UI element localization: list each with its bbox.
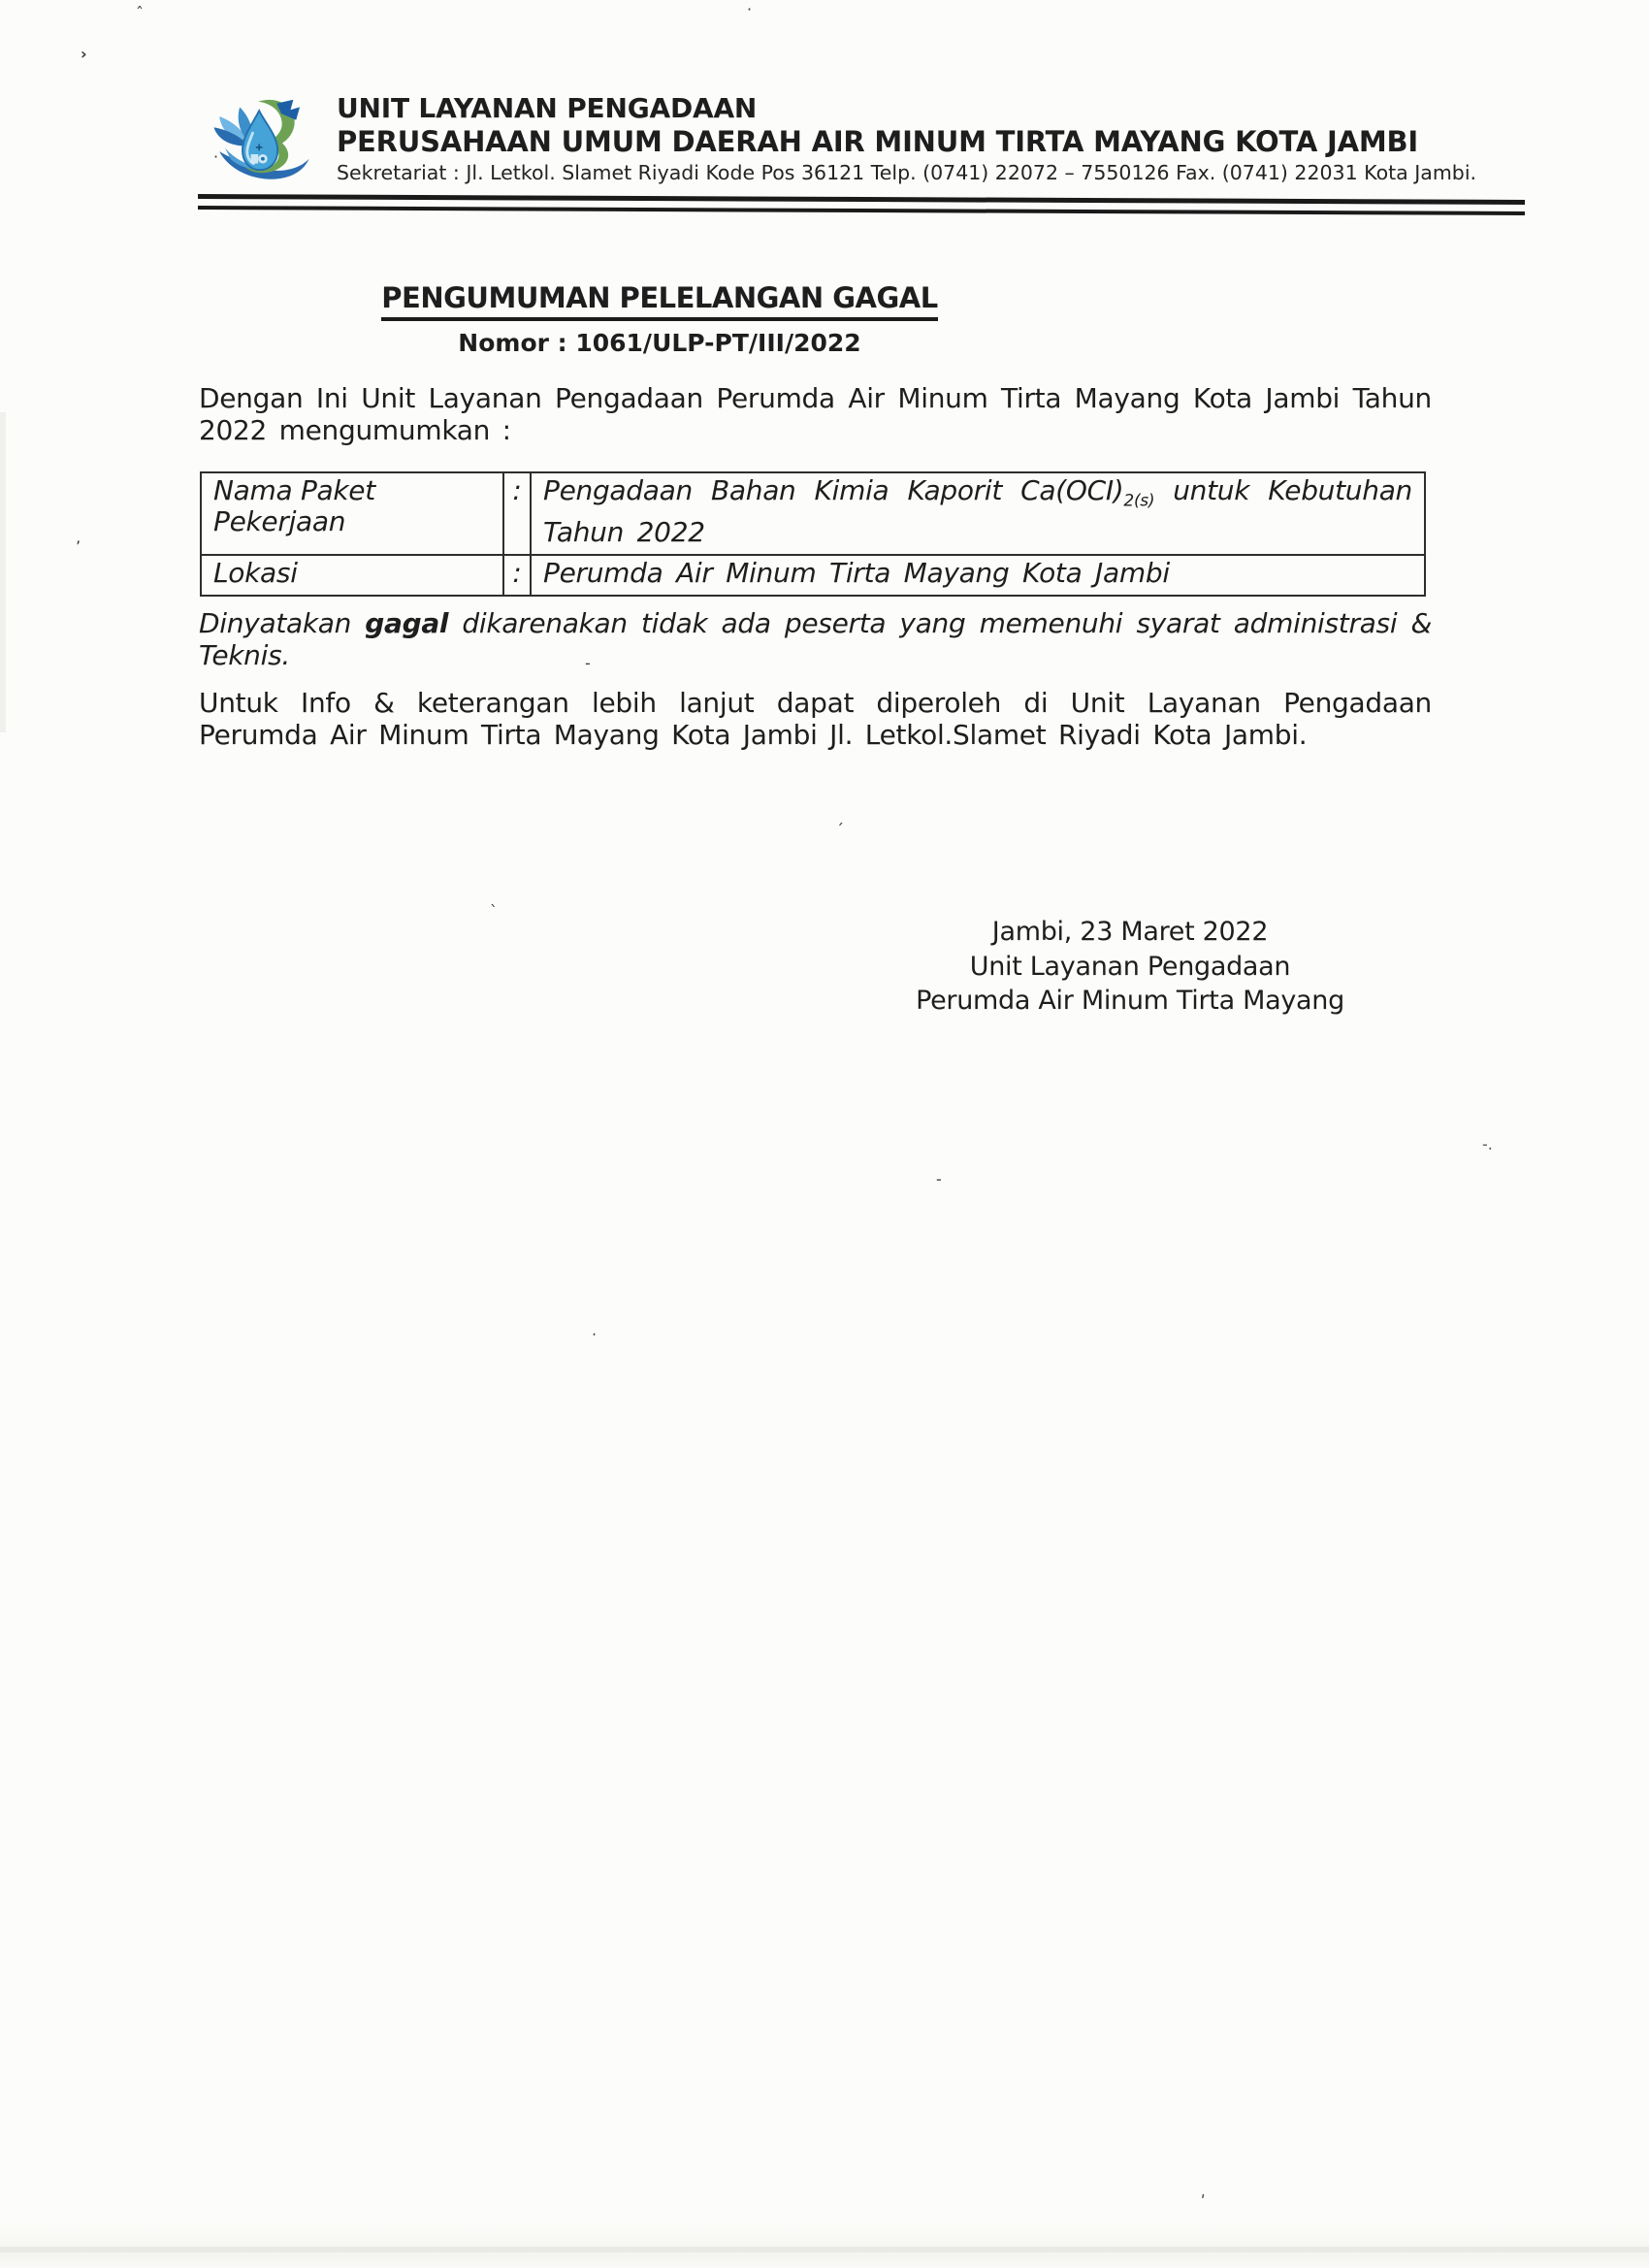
scan-speck: ʹ (1201, 2192, 1206, 2211)
scan-speck: · (592, 1325, 598, 1344)
package-name-label: Nama Paket Pekerjaan (201, 472, 503, 555)
document-title: PENGUMUMAN PELELANGAN GAGAL (381, 281, 937, 321)
signature-org-line2: Perumda Air Minum Tirta Mayang (916, 986, 1344, 1016)
details-table (200, 471, 1426, 597)
failure-keyword: gagal (365, 607, 449, 639)
table-row-package-name (201, 472, 1425, 555)
info-paragraph: Untuk Info & keterangan lebih lanjut dapat diperoleh di Unit Layanan Pengadaan Perumda Air Minum Tirta Mayang Kota Jambi Jl. Letkol.Slamet Riyadi Kota Jambi. (199, 687, 1432, 751)
org-secretariat-address: Sekretariat : Jl. Letkol. Slamet Riyadi Kode Pos 36121 Telp. (0741) 22072 – 7550126 Fax. (0741) 22031 Kota Jambi. (337, 161, 1477, 184)
letterhead (337, 92, 1559, 187)
scan-speck: ´ (836, 821, 844, 839)
colon-separator: : (503, 472, 531, 555)
scan-speck: · (747, 0, 753, 18)
scan-speck: ˆ (136, 4, 144, 22)
scan-edge-bottom (0, 2221, 1649, 2268)
scan-speck: ’ (76, 537, 81, 556)
document-number: Nomor : 1061/ULP-PT/III/2022 (458, 329, 861, 357)
chemical-subscript: 2(s) (1123, 491, 1155, 511)
org-company-name: PERUSAHAAN UMUM DAERAH AIR MINUM TIRTA MAYANG KOTA JAMBI (337, 125, 1418, 158)
letterhead-divider (198, 194, 1525, 215)
location-label: Lokasi (201, 555, 503, 596)
signature-place-date: Jambi, 23 Maret 2022 (991, 917, 1269, 947)
title-block (320, 281, 999, 357)
signature-org-line1: Unit Layanan Pengadaan (969, 951, 1291, 982)
scan-speck: · (213, 147, 219, 166)
org-unit-name: UNIT LAYANAN PENGADAAN (337, 92, 758, 124)
intro-paragraph: Dengan Ini Unit Layanan Pengadaan Perumda Air Minum Tirta Mayang Kota Jambi Tahun 2022 mengumumkan : (199, 382, 1432, 446)
package-name-value: Pengadaan Bahan Kimia Kaporit $Ca(OCI)_{2(s)}$ untuk Kebutuhan Tahun 2022 (531, 472, 1425, 555)
pdam-tirta-mayang-logo (206, 96, 318, 193)
failure-statement: Dinyatakan gagal dikarenakan tidak ada peserta yang memenuhi syarat administrasi & Teknis. (199, 607, 1432, 671)
table-row-location (201, 555, 1425, 596)
scan-speck: - (936, 1170, 942, 1188)
scan-speck: - (585, 654, 591, 672)
location-value: Perumda Air Minum Tirta Mayang Kota Jambi (531, 555, 1425, 596)
signature-block (844, 915, 1416, 1019)
scan-speck: › (81, 45, 87, 63)
colon-separator: : (503, 555, 531, 596)
scan-speck: ` (490, 902, 498, 921)
scan-smudge-line (0, 2247, 1649, 2252)
scan-edge-left (0, 412, 6, 732)
scan-speck: -. (1482, 1135, 1493, 1153)
